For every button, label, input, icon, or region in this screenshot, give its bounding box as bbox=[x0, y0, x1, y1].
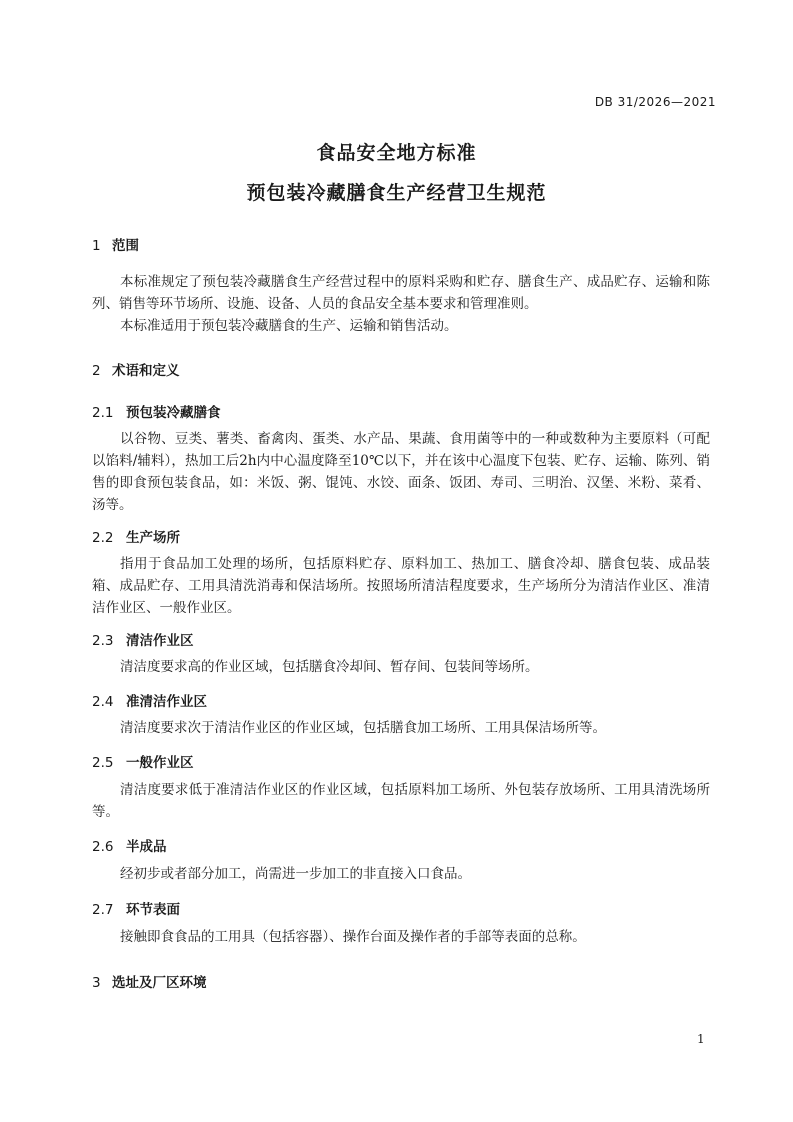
section-2-1-paragraph: 以谷物、豆类、薯类、畜禽肉、蛋类、水产品、果蔬、食用菌等中的一种或数种为主要原料（可配以馅料/辅料），热加工后2h内中心温度降至10℃以下，并在该中心温度下包装、贮存、运输、陈列、销售的即食预包装食品，如：米饭、粥、馄饨、水饺、面条、饭团、寿司、三明治、汉堡、米粉、菜肴、汤等。 bbox=[92, 431, 710, 513]
section-heading-2-5 bbox=[92, 751, 194, 771]
section-number: 2.5 bbox=[92, 755, 114, 771]
section-title: 生产场所 bbox=[126, 530, 180, 546]
section-1-paragraph-2: 本标准适用于预包装冷藏膳食的生产、运输和销售活动。 bbox=[120, 318, 458, 334]
section-2-7-paragraph: 接触即食食品的工用具（包括容器）、操作台面及操作者的手部等表面的总称。 bbox=[120, 929, 586, 945]
section-number: 2 bbox=[92, 363, 101, 379]
section-title: 预包装冷藏膳食 bbox=[126, 405, 221, 421]
section-number: 2.7 bbox=[92, 902, 114, 918]
section-title: 一般作业区 bbox=[126, 755, 194, 771]
section-title: 半成品 bbox=[126, 839, 167, 855]
section-number: 3 bbox=[92, 975, 101, 991]
section-heading-2-2 bbox=[92, 526, 180, 546]
section-number: 1 bbox=[92, 238, 101, 254]
section-2-6-paragraph: 经初步或者部分加工，尚需进一步加工的非直接入口食品。 bbox=[120, 866, 471, 882]
section-heading-2-4 bbox=[92, 690, 207, 710]
section-2-2-paragraph: 指用于食品加工处理的场所，包括原料贮存、原料加工、热加工、膳食冷却、膳食包装、成品装箱、成品贮存、工用具清洗消毒和保洁场所。按照场所清洁程度要求，生产场所分为清洁作业区、准清洁作业区、一般作业区。 bbox=[92, 556, 710, 616]
section-number: 2.1 bbox=[92, 405, 114, 421]
section-heading-2 bbox=[92, 359, 180, 379]
section-2-3-paragraph: 清洁度要求高的作业区域，包括膳食冷却间、暂存间、包装间等场所。 bbox=[120, 659, 539, 675]
section-title: 准清洁作业区 bbox=[126, 694, 207, 710]
section-title: 选址及厂区环境 bbox=[112, 975, 207, 991]
section-heading-2-3 bbox=[92, 629, 194, 649]
section-title: 术语和定义 bbox=[112, 363, 180, 379]
section-heading-2-7 bbox=[92, 898, 180, 918]
section-number: 2.3 bbox=[92, 633, 114, 649]
section-heading-2-1 bbox=[92, 401, 221, 421]
section-title: 清洁作业区 bbox=[126, 633, 194, 649]
section-1-paragraph-1: 本标准规定了预包装冷藏膳食生产经营过程中的原料采购和贮存、膳食生产、成品贮存、运输和陈列、销售等环节场所、设施、设备、人员的食品安全基本要求和管理准则。 bbox=[92, 274, 710, 312]
document-title-line-1: 食品安全地方标准 bbox=[316, 142, 477, 164]
section-title: 范围 bbox=[112, 238, 139, 254]
document-title-line-2: 预包装冷藏膳食生产经营卫生规范 bbox=[246, 182, 547, 204]
section-heading-2-6 bbox=[92, 835, 167, 855]
document-code: DB 31/2026—2021 bbox=[594, 95, 716, 109]
section-number: 2.4 bbox=[92, 694, 114, 710]
section-number: 2.2 bbox=[92, 530, 114, 546]
section-2-4-paragraph: 清洁度要求次于清洁作业区的作业区域，包括膳食加工场所、工用具保洁场所等。 bbox=[120, 720, 606, 736]
page-number: 1 bbox=[697, 1032, 705, 1046]
section-2-5-paragraph: 清洁度要求低于准清洁作业区的作业区域，包括原料加工场所、外包装存放场所、工用具清洗场所等。 bbox=[92, 782, 710, 820]
section-number: 2.6 bbox=[92, 839, 114, 855]
section-heading-1 bbox=[92, 234, 139, 254]
section-heading-3 bbox=[92, 971, 207, 991]
section-title: 环节表面 bbox=[126, 902, 180, 918]
